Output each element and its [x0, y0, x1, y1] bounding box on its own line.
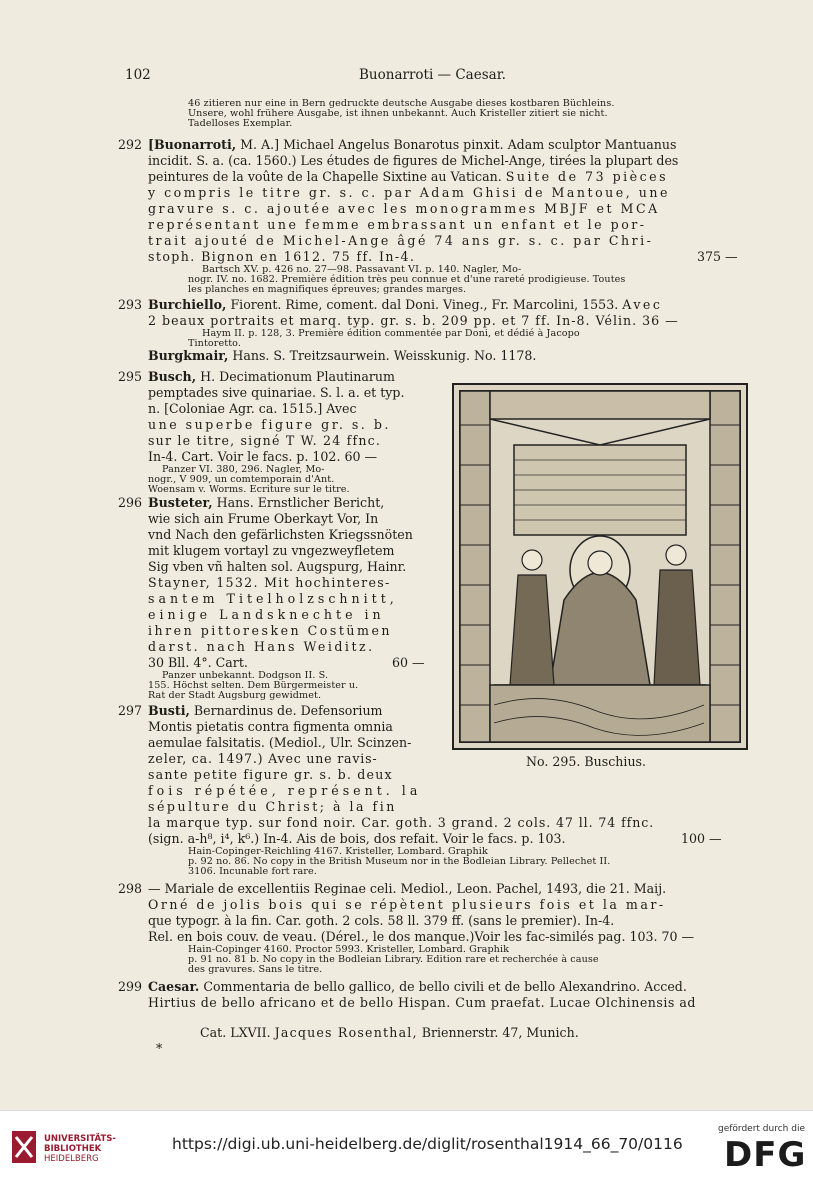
entry-296-line7: santem Titelholzschnitt, [148, 591, 398, 606]
entry-295-name: Busch, [148, 369, 197, 384]
entry-296-line9: ihren pittoresken Costümen [148, 623, 393, 638]
library-line: UNIVERSITÄTS- [44, 1134, 116, 1144]
entry-296-note: Panzer unbekannt. Dodgson II. S. [162, 670, 329, 681]
entry-292-line3-spaced: Suite de 73 pièces [505, 169, 669, 184]
entry-296-note: Rat der Stadt Augsburg gewidmet. [148, 690, 322, 701]
entry-293-note: Tintoretto. [188, 338, 242, 349]
entry-297-line7: sépulture du Christ; à la fin [148, 799, 397, 814]
running-title: Buonarroti — Caesar. [359, 67, 506, 83]
entry-297-line9: (sign. a-h⁸, i⁴, k⁶.) In-4. Ais de bois, dos refait. Voir le facs. p. 103. [148, 831, 566, 846]
entry-292-line3 [148, 171, 668, 184]
entry-296-line11: 30 Bll. 4°. Cart. [148, 655, 248, 670]
entry-number: 299 [118, 979, 143, 994]
entry-298-note: p. 91 no. 81 b. No copy in the Bodleian Library. Edition rare et recherchée à cause [188, 954, 599, 965]
entry-297-line5: sante petite figure gr. s. b. deux [148, 767, 393, 782]
entry-295-line6: In-4. Cart. Voir le facs. p. 102. 60 — [148, 449, 378, 464]
entry-number: 298 [118, 881, 143, 896]
entry-298-note: Hain-Copinger 4160. Proctor 5993. Kristeller, Lombard. Graphik [188, 944, 510, 955]
entry-295-line2: pemptades sive quinariae. S. l. a. et typ. [148, 385, 405, 400]
entry-292-line7: trait ajouté de Michel-Ange âgé 74 ans gr. s. c. par Chri- [148, 233, 654, 248]
entry-number: 293 [118, 297, 143, 312]
entry-295-note: Woensam v. Worms. Ecriture sur le titre. [148, 484, 350, 495]
permalink-url[interactable]: https://digi.ub.uni-heidelberg.de/diglit/rosenthal1914_66_70/0116 [172, 1135, 683, 1153]
entry-295-note: Panzer VI. 380, 296. Nagler, Mo- [162, 464, 325, 475]
entry-295-line5: sur le titre, signé T W. 24 ffnc. [148, 433, 382, 448]
funder-tagline: gefördert durch die [718, 1124, 805, 1134]
entry-297-line3: aemulae falsitatis. (Mediol., Ulr. Scinzen- [148, 735, 412, 750]
entry-297-name: Busti, [148, 703, 190, 718]
entry-299-name: Caesar. [148, 979, 200, 994]
page-footer [200, 1027, 579, 1040]
entry-292-price: 375 — [697, 249, 738, 264]
library-crest-icon [10, 1129, 38, 1165]
woodcut-illustration [452, 383, 748, 750]
entry-299-line1: Commentaria de bello gallico, de bello civili et de bello Alexandrino. Acced. [203, 979, 687, 994]
entry-292-note: nogr. IV. no. 1682. Première édition très peu connue et d'une rareté prodigieuse. Toutes [188, 274, 626, 285]
entry-number: 296 [118, 495, 143, 510]
entry-292-line8: stoph. Bignon en 1612. 75 ff. In-4. [148, 249, 416, 264]
entry-297-line8: la marque typ. sur fond noir. Car. goth. 3 grand. 2 cols. 47 ll. 74 ffnc. [148, 815, 655, 830]
entry-296-line10: darst. nach Hans Weiditz. [148, 639, 375, 654]
intro-note-line: 46 zitieren nur eine in Bern gedruckte deutsche Ausgabe dieses kostbaren Büchleins. [188, 98, 615, 109]
entry-297-note: p. 92 no. 86. No copy in the British Museum nor in the Bodleian Library. Pellechet II. [188, 856, 611, 867]
catalog-number: Cat. LXVII. [200, 1025, 271, 1040]
entry-292-line2: incidit. S. a. (ca. 1560.) Les études de figures de Michel-Ange, tirées la plupart des [148, 153, 679, 168]
entry-297-line4: zeler, ca. 1497.) Avec une ravis- [148, 751, 378, 766]
entry-298-line2: Orné de jolis bois qui se répètent plusieurs fois et la mar- [148, 897, 666, 912]
intro-note-line: Tadelloses Exemplar. [188, 118, 293, 129]
entry-293-note: Haym II. p. 128, 3. Première édition commentée par Doni, et dédié à Jacopo [202, 328, 580, 339]
publisher-address: Briennerstr. 47, Munich. [421, 1025, 579, 1040]
entry-296-note: 155. Höchst selten. Dem Bürgermeister u. [148, 680, 359, 691]
entry-293-line2: 2 beaux portraits et marq. typ. gr. s. b. 209 pp. et 7 ff. In-8. Vélin. 36 — [148, 313, 679, 328]
entry-295-line4: une superbe figure gr. s. b. [148, 417, 391, 432]
entry-293-line [148, 299, 662, 312]
entry-293-line1: Fiorent. Rime, coment. dal Doni. Vineg., Fr. Marcolini, 1553. [230, 297, 619, 312]
university-logo[interactable] [10, 1125, 116, 1169]
entry-298-line3: que typogr. à la fin. Car. goth. 2 cols. 58 ll. 379 ff. (sans le premier). In-4. [148, 913, 615, 928]
entry-292-line [148, 139, 676, 152]
intro-note-line: Unsere, wohl frühere Ausgabe, ist ihnen unbekannt. Auch Kristeller zitiert sie nicht. [188, 108, 608, 119]
entry-burgkmair [148, 350, 536, 363]
entry-298-line1: — Mariale de excellentiis Reginae celi. Mediol., Leon. Pachel, 1493, die 21. Maij. [148, 881, 667, 896]
page-number: 102 [125, 67, 151, 83]
entry-292-line4: y compris le titre gr. s. c. par Adam Ghisi de Mantoue, une [148, 185, 670, 200]
entry-292-line1: M. A.] Michael Angelus Bonarotus pinxit. Adam sculptor Mantuanus [240, 137, 677, 152]
library-line: HEIDELBERG [44, 1154, 99, 1164]
entry-293-line1-spaced: Avec [622, 297, 663, 312]
entry-296-line5: Sig vben vñ halten sol. Augspurg, Hainr. [148, 559, 407, 574]
entry-292-line5: gravure s. c. ajoutée avec les monogrammes MBJF et MCA [148, 201, 660, 216]
publisher-name: Jacques Rosenthal, [274, 1025, 418, 1040]
woodcut-drawing [454, 385, 746, 748]
entry-292-line3-text: peintures de la voûte de la Chapelle Sixtine au Vatican. [148, 169, 502, 184]
entry-296-line2: wie sich ain Frume Oberkayt Vor, In [148, 511, 379, 526]
entry-292-note: les planches en magnifiques épreuves; grandes marges. [188, 284, 467, 295]
dfg-logo[interactable]: DFG [724, 1135, 807, 1175]
entry-number: 297 [118, 703, 143, 718]
entry-number: 295 [118, 369, 143, 384]
entry-296-line6: Stayner, 1532. Mit hochinteres- [148, 575, 391, 590]
library-line: BIBLIOTHEK [44, 1144, 102, 1154]
entry-296-price: 60 — [392, 655, 425, 670]
entry-297-line6: fois répétée, représent. la [148, 783, 422, 798]
viewer-footer [0, 1110, 813, 1180]
entry-297-price: 100 — [681, 831, 722, 846]
entry-299-line2: Hirtius de bello africano et de bello Hispan. Cum praefat. Lucae Olchinensis ad [148, 995, 696, 1010]
entry-burgkmair-text: Hans. S. Treitzsaurwein. Weisskunig. No. 1178. [232, 348, 537, 363]
entry-296-line3: vnd Nach den gefärlichsten Kriegssnöten [148, 527, 413, 542]
footnote-mark: * [156, 1041, 163, 1056]
entry-297-line2: Montis pietatis contra figmenta omnia [148, 719, 393, 734]
entry-burgkmair-name: Burgkmair, [148, 348, 229, 363]
entry-number: 292 [118, 137, 143, 152]
entry-292-note: Bartsch XV. p. 426 no. 27—98. Passavant VI. p. 140. Nagler, Mo- [202, 264, 522, 275]
entry-296-line4: mit klugem vortayl zu vngezweyfletem [148, 543, 395, 558]
entry-298-line4: Rel. en bois couv. de veau. (Dérel., le dos manque.)Voir les fac-similés pag. 103. 70 — [148, 929, 695, 944]
figure-caption: No. 295. Buschius. [526, 754, 647, 769]
entry-295-line3: n. [Coloniae Agr. ca. 1515.] Avec [148, 401, 357, 416]
entry-296-name: Busteter, [148, 495, 213, 510]
entry-293-name: Burchiello, [148, 297, 227, 312]
entry-296-line [148, 497, 384, 510]
entry-298-note: des gravures. Sans le titre. [188, 964, 323, 975]
library-name [44, 1134, 116, 1164]
entry-295-note: nogr., V 909, un comtemporain d'Ant. [148, 474, 335, 485]
entry-296-line8: einige Landsknechte in [148, 607, 385, 622]
entry-296-line1: Hans. Ernstlicher Bericht, [216, 495, 385, 510]
entry-297-note: Hain-Copinger-Reichling 4167. Kristeller, Lombard. Graphik [188, 846, 488, 857]
entry-297-line1: Bernardinus de. Defensorium [193, 703, 383, 718]
entry-292-name: [Buonarroti, [148, 137, 237, 152]
entry-292-line6: représentant une femme embrassant un enfant et le por- [148, 217, 647, 232]
entry-295-line1: H. Decimationum Plautinarum [200, 369, 395, 384]
entry-295-line [148, 371, 395, 384]
entry-297-note: 3106. Incunable fort rare. [188, 866, 317, 877]
entry-297-line [148, 705, 383, 718]
entry-299-line [148, 981, 687, 994]
